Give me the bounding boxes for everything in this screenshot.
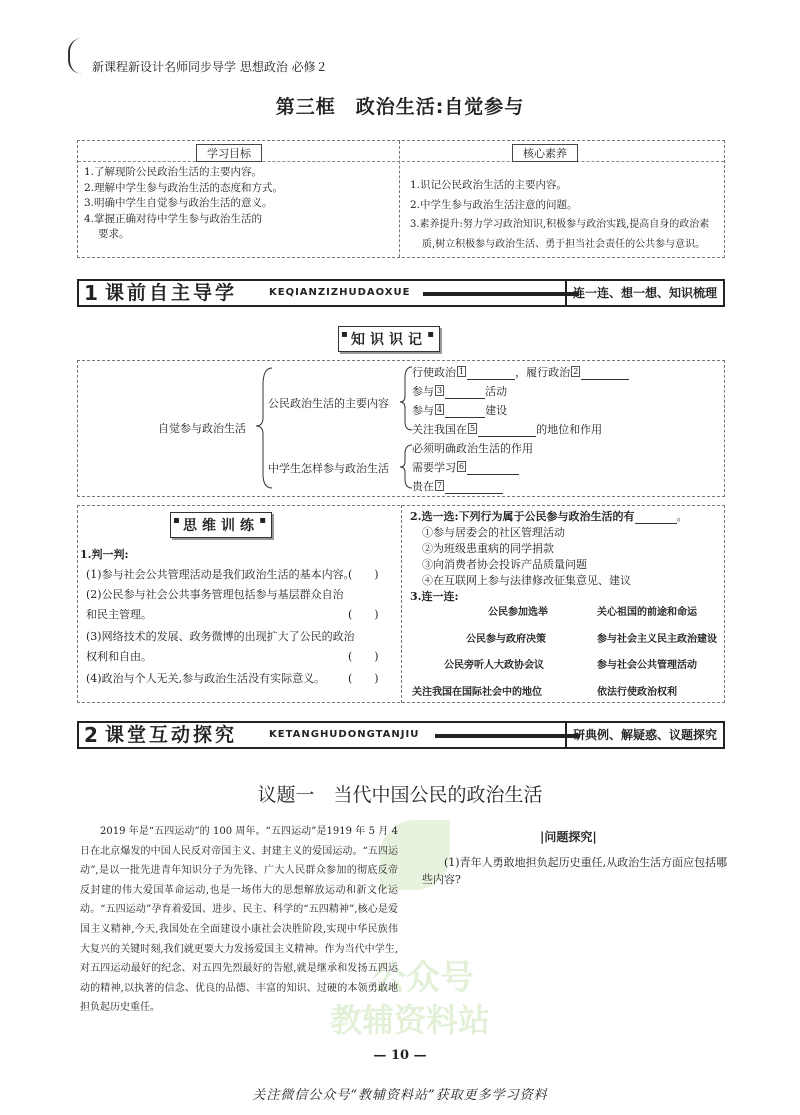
match-left-4[interactable]: 关注我国在国际社会中的地位 (412, 687, 542, 698)
knowledge-badge: ▪ 知识识记 ▪ (338, 326, 440, 352)
mindmap-leaf-4: 关注我国在 5 的地位和作用 (412, 423, 603, 436)
core-literacy-tag: 核心素养 (512, 144, 578, 162)
section-2-number: 2 (84, 723, 98, 747)
choose-option-1: ①参与居委会的社区管理活动 (422, 526, 565, 539)
match-title: 3.连一连: (410, 590, 459, 603)
match-right-3[interactable]: 参与社会公共管理活动 (597, 660, 697, 671)
mindmap-leaf-2: 参与 3 活动 (412, 385, 508, 398)
mindmap-leaf-3: 参与 4 建设 (412, 404, 508, 417)
page-number: — 10 — (373, 1048, 427, 1063)
match-right-1[interactable]: 关心祖国的前途和命运 (597, 607, 697, 618)
match-right-2[interactable]: 参与社会主义民主政治建设 (597, 634, 717, 645)
mindmap-leaf-5: 必须明确政治生活的作用 (412, 442, 533, 455)
match-right-4[interactable]: 依法行使政治权利 (597, 687, 677, 698)
choose-title: 2.选一选:下列行为属于公民参与政治生活的有 。 (410, 510, 688, 523)
judge-title: 1.判一判: (80, 548, 129, 561)
section-1-subtitle: 连一连、想一想、知识梳理 (565, 281, 723, 305)
section-2-subtitle: 研典例、解疑惑、议题探究 (565, 723, 723, 747)
judge-answer-1[interactable]: ( ) (348, 568, 379, 581)
choose-option-2: ②为班级患重病的同学捐款 (422, 542, 554, 555)
core-literacy-list: 1.识记公民政治生活的主要内容。 2.中学生参与政治生活注意的问题。 3.素养提升:努力学习政治知识,积极参与政治实践,提高自身的政治素 质,树立积极参与政治生活、勇于担当社会责任的公共参与意识。 (410, 179, 710, 250)
mindmap-leaf-6: 需要学习 6 (412, 459, 519, 475)
thinking-badge: ▪ 思维训练 ▪ (170, 512, 272, 538)
judge-item-2: (2)公民参与社会公共事务管理包括参与基层群众自治 (86, 588, 344, 601)
mindmap-leaf-1: 行使政治 1 ，履行政治 2 (412, 364, 629, 380)
judge-answer-3[interactable]: ( ) (348, 650, 379, 663)
choose-option-3: ③向消费者协会投诉产品质量问题 (422, 558, 587, 571)
mindmap-branch-2: 中学生怎样参与政治生活 (268, 462, 389, 475)
match-left-1[interactable]: 公民参加选举 (488, 607, 548, 618)
section-2-title: 课堂互动探究 (105, 724, 238, 746)
section-2-banner (77, 721, 725, 749)
book-header: 新课程新设计名师同步导学 思想政治 必修２ (92, 60, 328, 74)
page-title: 第三框 政治生活:自觉参与 (275, 96, 525, 118)
question-tag: |问题探究| (540, 830, 597, 844)
judge-answer-4[interactable]: ( ) (348, 672, 379, 685)
mindmap-branch-1: 公民政治生活的主要内容 (268, 397, 389, 410)
judge-item-3: (3)网络技术的发展、政务微博的出现扩大了公民的政治 (86, 630, 355, 643)
footer-note: 关注微信公众号“教辅资料站”获取更多学习资料 (252, 1088, 548, 1103)
judge-item-1: (1)参与社会公共管理活动是我们政治生活的基本内容。 (86, 568, 355, 581)
learning-goals-list: 1.了解现阶公民政治生活的主要内容。 2.理解中学生参与政治生活的态度和方式。 3.明确中学生自觉参与政治生活的意义。 4.掌握正确对待中学生参与政治生活的 要求。 (84, 166, 284, 240)
mindmap-root: 自觉参与政治生活 (158, 422, 246, 435)
question-1: (1)青年人勇敢地担负起历史重任,从政治生活方面应包括哪些内容? (422, 856, 728, 886)
choose-option-4: ④在互联网上参与法律修改征集意见、建议 (422, 574, 631, 587)
topic-title: 议题一 当代中国公民的政治生活 (257, 784, 543, 806)
topic-passage: 2019 年是“五四运动”的 100 周年。“五四运动”是1919 年 5 月 4 日在北京爆发的中国人民反对帝国主义、封建主义的爱国运动。“五四运动”,是以一批先进青年知识分子为先锋、广大人民群众参加的彻底反帝反封建的伟大爱国革命运动,也是一场伟大的思想解放运动和新文化运动。“五四运动”孕育着爱国、进步、民主、科学的“五四精神”,核心是爱国主义精神,今天,我国处在全面建设小康社会决胜阶段,实现中华民族伟大复兴的关键时刻,我们就更要大力发扬爱国主义精神。作为当代中学生,对五四运动最好的纪念、对五四先烈最好的告慰,就是继承和发扬五四运动的精神,以执著的信念、优良的品德、丰富的知识、过硬的本领勇敢地担负起历史重任。 (80, 826, 398, 1014)
section-1-title: 课前自主导学 (105, 282, 238, 304)
judge-answer-2[interactable]: ( ) (348, 608, 379, 621)
section-1-number: 1 (84, 281, 98, 305)
judge-item-4: (4)政治与个人无关,参与政治生活没有实际意义。 (86, 672, 326, 685)
mindmap-leaf-7: 贵在 7 (412, 478, 503, 494)
section-1-pinyin: KEQIANZIZHUDAOXUE (269, 287, 411, 298)
section-2-pinyin: KETANGHUDONGTANJIU (269, 729, 420, 740)
watermark-line-2: 教辅资料站 (330, 1001, 491, 1039)
match-left-2[interactable]: 公民参与政府决策 (466, 634, 546, 645)
watermark-line-1: 公众号 (372, 958, 474, 998)
match-left-3[interactable]: 公民旁听人大政协会议 (444, 660, 544, 671)
learning-goals-tag: 学习目标 (196, 144, 262, 162)
